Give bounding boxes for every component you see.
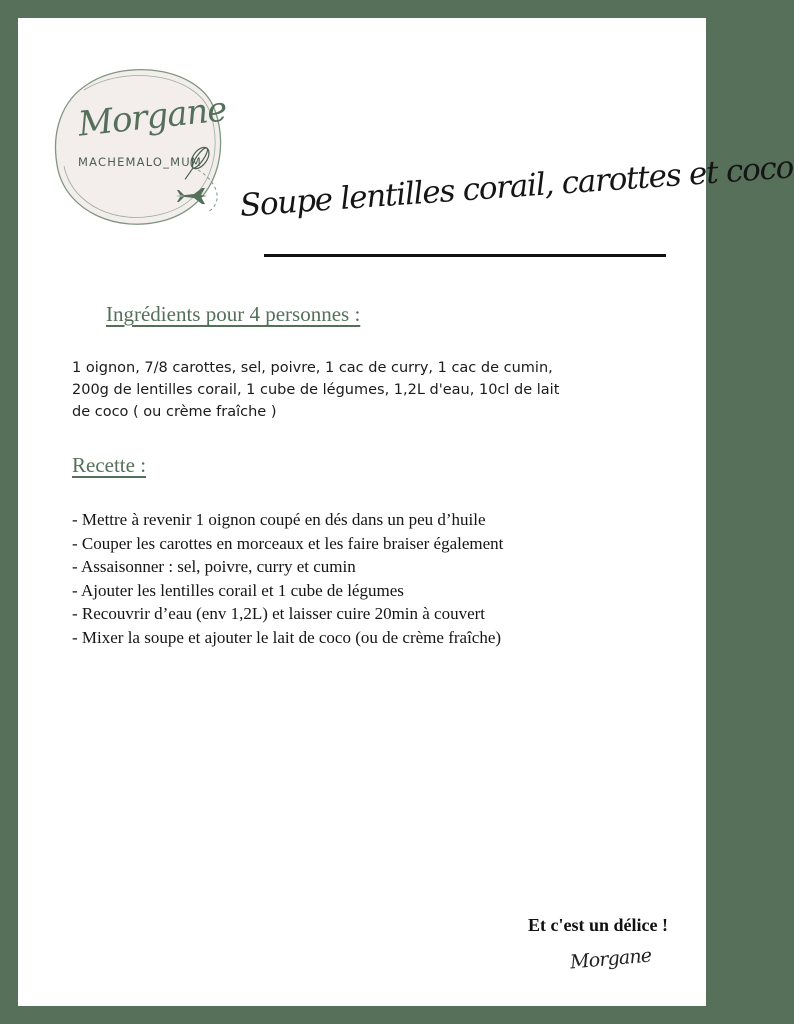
recipe-heading: Recette : bbox=[72, 453, 147, 477]
logo-handle: MACHEMALO_MUM bbox=[78, 155, 202, 169]
recipe-step: - Mettre à revenir 1 oignon coupé en dés dans un peu d’huile bbox=[72, 510, 486, 529]
recipe-step: - Recouvrir d’eau (env 1,2L) et laisser cuire 20min à couvert bbox=[72, 604, 486, 623]
signature: Morgane bbox=[569, 944, 653, 974]
recipe-steps bbox=[72, 508, 503, 649]
recipe-step: - Assaisonner : sel, poivre, curry et cumin bbox=[72, 557, 356, 576]
closing-line: Et c'est un délice ! bbox=[528, 915, 668, 935]
recipe-card bbox=[18, 18, 794, 1006]
recipe-title: Soupe lentilles corail, carottes et coco bbox=[238, 149, 794, 224]
ingredients-heading: Ingrédients pour 4 personnes : bbox=[106, 302, 361, 326]
ingredients-text: 1 oignon, 7/8 carottes, sel, poivre, 1 cac de curry, 1 cac de cumin, 200g de lentilles corail, 1 cube de légumes, 1,2L d'eau, 10cl de lait de coco ( ou crème fraîche ) bbox=[72, 360, 560, 420]
title-underline bbox=[264, 254, 666, 257]
recipe-step: - Couper les carottes en morceaux et les faire braiser également bbox=[72, 533, 504, 553]
recipe-step: - Mixer la soupe et ajouter le lait de coco (ou de crème fraîche) bbox=[72, 627, 502, 647]
logo-script-name: Morgane bbox=[76, 89, 229, 145]
logo bbox=[48, 62, 248, 252]
recipe-step: - Ajouter les lentilles corail et 1 cube de légumes bbox=[72, 580, 404, 600]
